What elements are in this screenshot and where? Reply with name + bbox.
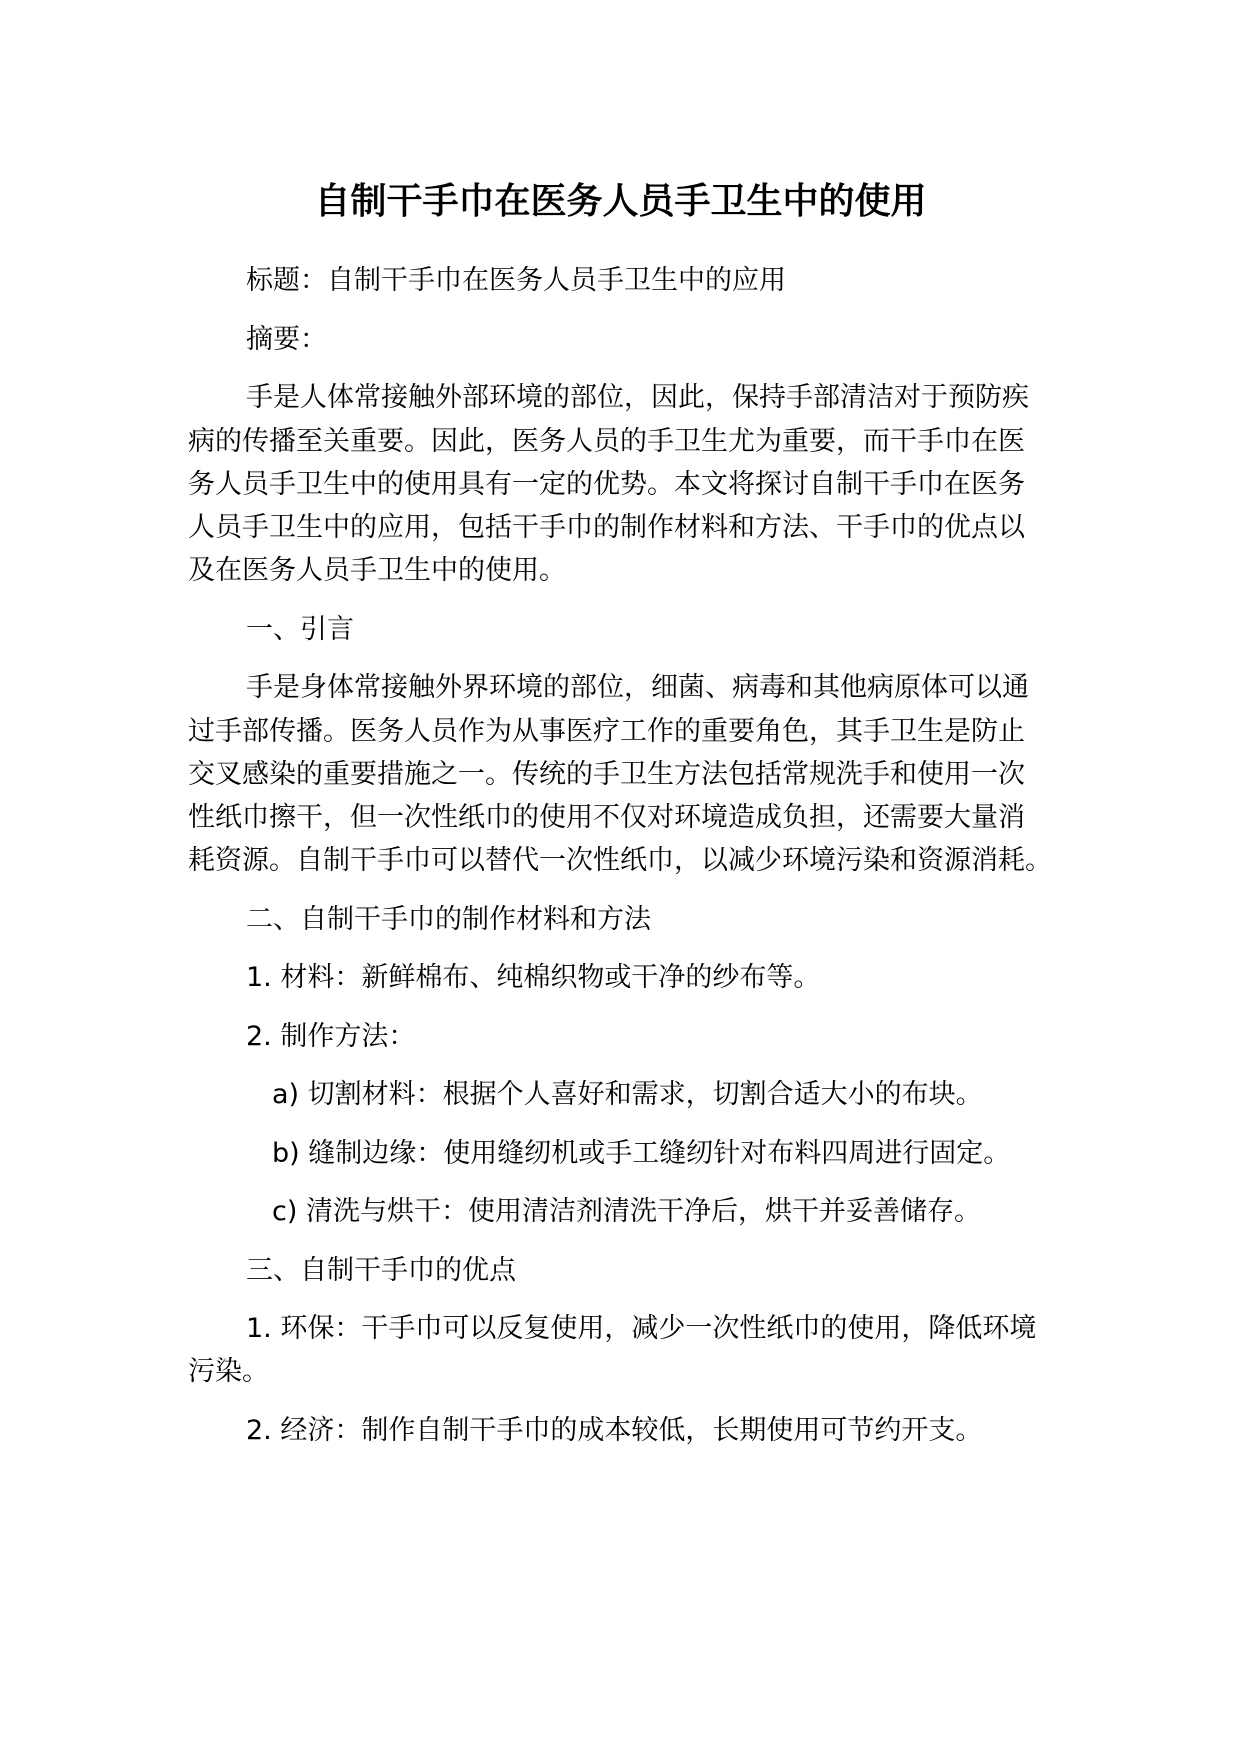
paragraph-line: 务人员手卫生中的使用具有一定的优势。本文将探讨自制干手巾在医务: [188, 469, 1025, 500]
abstract-heading: 摘要：: [246, 324, 327, 355]
sub-list-item: a) 切割材料：根据个人喜好和需求，切割合适大小的布块。: [272, 1079, 983, 1110]
sub-list-item: b) 缝制边缘：使用缝纫机或手工缝纫针对布料四周进行固定。: [272, 1138, 1011, 1169]
section-heading: 一、引言: [246, 614, 354, 645]
paragraph-line: 耗资源。自制干手巾可以替代一次性纸巾，以减少环境污染和资源消耗。: [188, 845, 1052, 876]
paragraph-line: 病的传播至关重要。因此，医务人员的手卫生尤为重要，而干手巾在医: [188, 426, 1025, 457]
list-item: 2. 经济：制作自制干手巾的成本较低，长期使用可节约开支。: [246, 1415, 983, 1446]
document-title: 自制干手巾在医务人员手卫生中的使用: [314, 181, 927, 222]
section-heading: 二、自制干手巾的制作材料和方法: [246, 904, 651, 935]
paragraph-line: 手是身体常接触外界环境的部位，细菌、病毒和其他病原体可以通: [246, 672, 1029, 703]
list-item: 1. 材料：新鲜棉布、纯棉织物或干净的纱布等。: [246, 962, 821, 993]
section-heading: 三、自制干手巾的优点: [246, 1255, 516, 1286]
paragraph-line: 交叉感染的重要措施之一。传统的手卫生方法包括常规洗手和使用一次: [188, 759, 1025, 790]
paragraph-line: 手是人体常接触外部环境的部位，因此，保持手部清洁对于预防疾: [246, 382, 1029, 413]
subtitle-line: 标题：自制干手巾在医务人员手卫生中的应用: [246, 265, 786, 296]
paragraph-line: 性纸巾擦干，但一次性纸巾的使用不仅对环境造成负担，还需要大量消: [188, 802, 1025, 833]
paragraph-line: 及在医务人员手卫生中的使用。: [188, 555, 566, 586]
paragraph-line: 人员手卫生中的应用，包括干手巾的制作材料和方法、干手巾的优点以: [188, 512, 1025, 543]
list-item-continuation: 污染。: [188, 1356, 269, 1387]
paragraph-line: 过手部传播。医务人员作为从事医疗工作的重要角色，其手卫生是防止: [188, 716, 1025, 747]
list-item: 2. 制作方法：: [246, 1021, 416, 1052]
sub-list-item: c) 清洗与烘干：使用清洁剂清洗干净后，烘干并妥善储存。: [272, 1196, 981, 1227]
list-item: 1. 环保：干手巾可以反复使用，减少一次性纸巾的使用，降低环境: [246, 1313, 1037, 1344]
